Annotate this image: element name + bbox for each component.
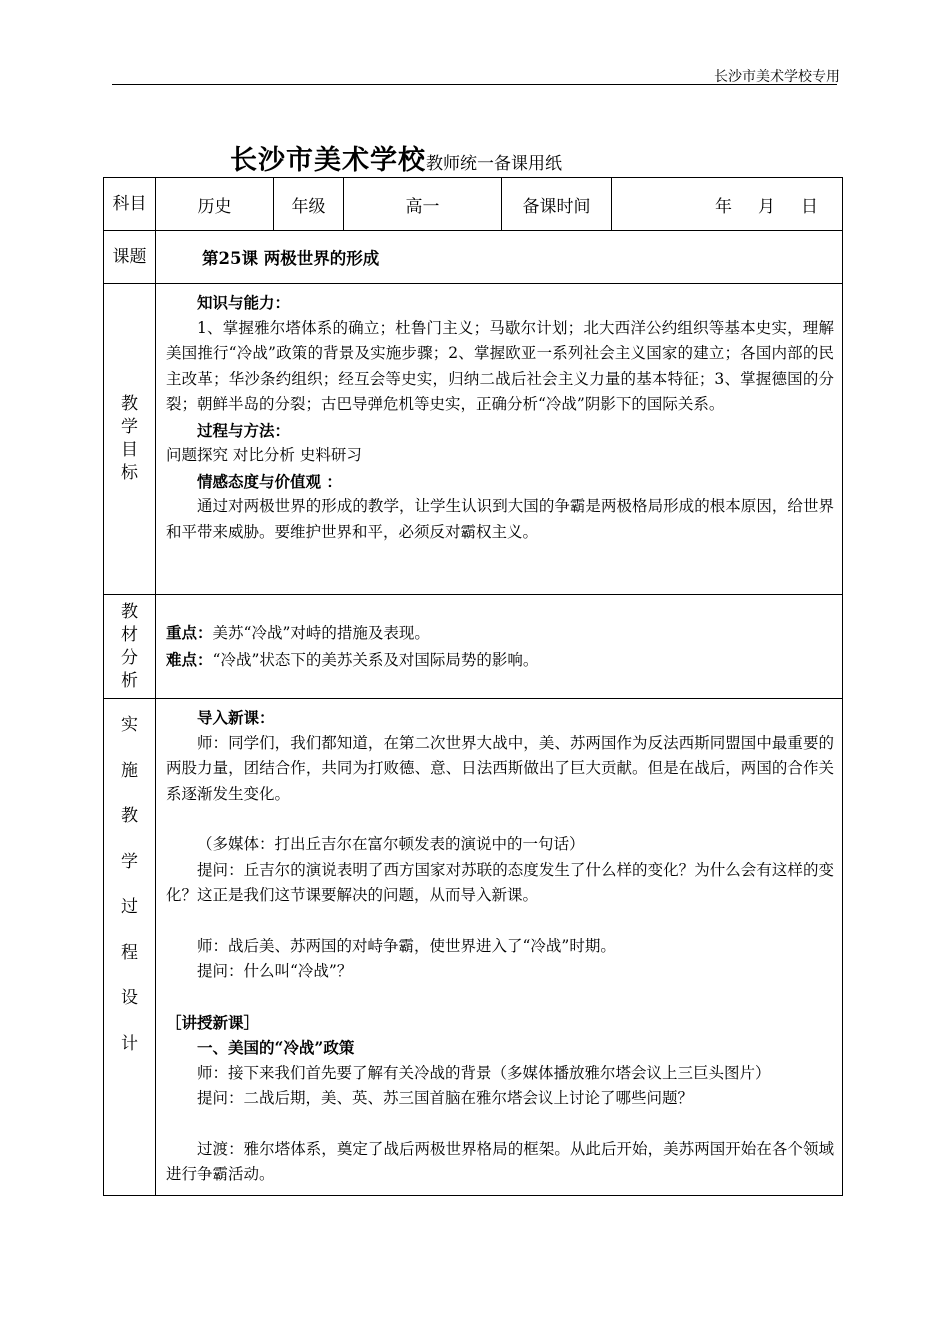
analysis-row [104,595,843,699]
date-day: 日 [801,196,818,217]
objectives-label: 教学目标 [104,284,156,595]
objectives-heading-values: 情感态度与价值观 ： [197,471,342,491]
school-name: 长沙市美术学校 [230,145,426,176]
analysis-content [156,595,843,699]
objectives-values-text: 通过对两极世界的形成的教学，让学生认识到大国的争霸是两极格局形成的根本原因，给世界和平带来威胁。要维护世界和平，必须反对霸权主义。 [166,497,834,541]
topic-label: 课题 [104,231,156,284]
subject-row [104,178,843,231]
process-paragraph: 师：战后美、苏两国的对峙争霸，使世界进入了“冷战”时期。 [197,936,616,955]
date-year: 年 [715,196,732,217]
prep-date [612,178,843,231]
prep-time-label: 备课时间 [502,178,612,231]
process-label-char: 施 [121,760,138,781]
objectives-knowledge-text: 1、掌握雅尔塔体系的确立；杜鲁门主义；马歇尔计划；北大西洋公约组织等基本史实，理解美国推行“冷战”政策的背景及实施步骤；2、掌握欧亚一系列社会主义国家的建立；各国内部的民主改革；华沙条约组织；经互会等史实，归纳二战后社会主义力量的基本特征；3、掌握德国的分裂；朝鲜半岛的分裂；古巴导弹危机等史实，正确分析“冷战”阴影下的国际关系。 [166,318,834,413]
objectives-heading-process: 过程与方法： [197,420,291,440]
objectives-row [104,284,843,595]
process-paragraph: 过渡：雅尔塔体系，奠定了战后两极世界格局的框架。从此后开始，美苏两国开始在各个领域进行争霸活动。 [166,1139,834,1183]
process-label-char: 过 [121,897,138,917]
process-paragraph: （多媒体：打出丘吉尔在富尔顿发表的演说中的一句话） [197,835,585,853]
intro-heading: 导入新课： [197,708,275,727]
topic-value: 第25课 两极世界的形成 [202,249,380,268]
objectives-process-text: 问题探究 对比分析 史料研习 [166,446,362,464]
subject-label: 科目 [104,178,156,231]
process-label-char: 学 [121,851,138,872]
page-title [230,138,562,177]
process-label-char: 程 [121,942,138,963]
grade-value: 高一 [344,178,502,231]
topic-row [104,231,843,284]
header-note: 长沙市美术学校专用 [714,69,840,85]
form-subtitle: 教师统一备课用纸 [426,154,562,174]
process-label-char: 实 [121,715,138,735]
process-content [156,699,843,1196]
process-row [104,699,843,1196]
section-heading: 一、美国的“冷战”政策 [197,1038,355,1057]
objectives-content [156,284,843,595]
key-point [166,620,834,647]
process-label-char: 计 [121,1033,138,1054]
process-label-char: 设 [121,988,138,1008]
new-lesson-heading: ［讲授新课］ [166,1012,260,1032]
date-month: 月 [758,196,775,217]
key-point-label: 重点： [166,623,213,642]
process-paragraph: 提问：二战后期，美、英、苏三国首脑在雅尔塔会议上讨论了哪些问题？ [197,1089,694,1107]
process-paragraph: 提问：什么叫“冷战”？ [197,962,353,980]
process-label [104,699,156,1196]
subject-value: 历史 [156,178,274,231]
process-label-char: 教 [121,806,138,826]
process-paragraph: 师：接下来我们首先要了解有关冷战的背景（多媒体播放雅尔塔会议上三巨头图片） [197,1063,771,1082]
process-paragraph: 提问：丘吉尔的演说表明了西方国家对苏联的态度发生了什么样的变化？为什么会有这样的变化？这正是我们这节课要解决的问题，从而导入新课。 [166,860,834,904]
lesson-plan-table [103,177,843,1196]
grade-label: 年级 [274,178,344,231]
objectives-heading-knowledge: 知识与能力： [197,293,291,312]
difficulty [166,647,834,674]
process-paragraph: 师：同学们，我们都知道，在第二次世界大战中，美、苏两国作为反法西斯同盟国中最重要的两股力量，团结合作，共同为打败德、意、日法西斯做出了巨大贡献。但是在战后，两国的合作关系逐渐发生变化。 [166,733,834,803]
analysis-label: 教材分析 [104,595,156,699]
header-rule [112,84,837,85]
difficulty-label: 难点： [166,649,213,669]
topic-cell [156,231,843,284]
key-point-text: 美苏“冷战”对峙的措施及表现。 [212,624,430,642]
difficulty-text: “冷战”状态下的美苏关系及对国际局势的影响。 [212,650,539,669]
